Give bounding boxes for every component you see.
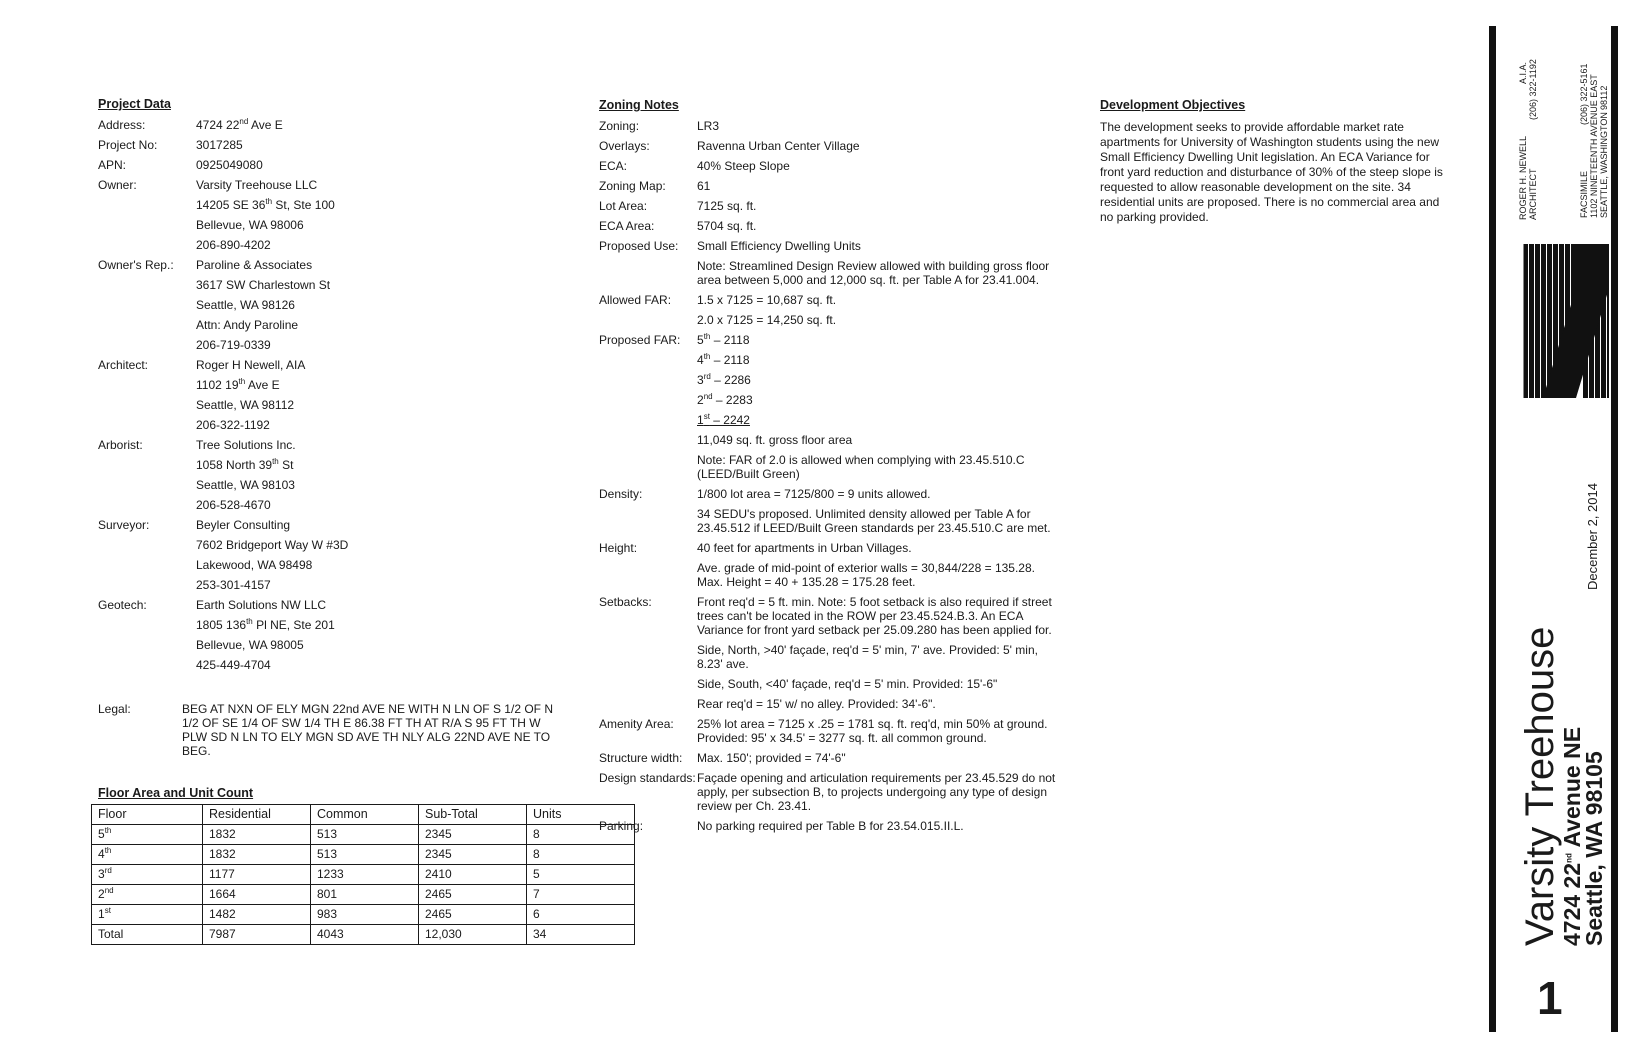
- table-cell: 513: [311, 825, 419, 845]
- project-data-value: 3017285: [196, 138, 243, 152]
- table-row: [92, 925, 635, 945]
- zoning-note-label: Proposed FAR:: [599, 333, 681, 347]
- title-block-border-left: [1489, 26, 1496, 1032]
- zoning-note-row: [599, 751, 1059, 765]
- sheet-number: 1: [1537, 972, 1563, 1024]
- project-data-row: [98, 438, 428, 512]
- table-cell: 801: [311, 885, 419, 905]
- floor-area-title: Floor Area and Unit Count: [98, 786, 254, 800]
- zoning-note-value: 5704 sq. ft.: [697, 219, 757, 233]
- table-cell: 4043: [311, 925, 419, 945]
- table-cell: Common: [311, 805, 419, 825]
- project-data-value: Tree Solutions Inc.: [196, 438, 296, 452]
- table-cell: Total: [92, 925, 203, 945]
- table-row: [92, 845, 635, 865]
- project-city: Seattle, WA 98105: [1581, 751, 1607, 946]
- table-row: [92, 865, 635, 885]
- legal-text: BEG AT NXN OF ELY MGN 22nd AVE NE WITH N LN OF S 1/2 OF N 1/2 OF SE 1/4 OF SW 1/4 TH E 86.38 FT TH AT R/A S 95 FT TH W PLW SD N LN TO ELY MGN SD AVE TH NLY ALG 22ND AVE NE TO BEG.: [182, 702, 553, 758]
- project-data-value: Beyler Consulting: [196, 518, 291, 532]
- zoning-note-label: ECA:: [599, 159, 628, 173]
- zoning-note-value: 25% lot area = 7125 x .25 = 1781 sq. ft. req'd, min 50% at ground. Provided: 95' x 34.5' = 3277 sq. ft. all common ground.: [697, 717, 1048, 745]
- office-city: SEATTLE, WASHINGTON: [1599, 112, 1609, 218]
- table-cell: 4th: [92, 845, 203, 865]
- facsimile-label: FACSIMILE: [1579, 170, 1589, 218]
- table-cell: 8: [527, 825, 635, 845]
- table-cell: 513: [311, 845, 419, 865]
- zoning-note-value: LR3: [697, 119, 720, 133]
- table-cell: 3rd: [92, 865, 203, 885]
- project-data-value: Seattle, WA 98126: [196, 298, 295, 312]
- zoning-note-value: 1/800 lot area = 7125/800 = 9 units allowed.: [697, 487, 931, 501]
- zoning-note-value: 40 feet for apartments in Urban Villages.: [697, 541, 912, 555]
- zoning-note-row: [599, 199, 1059, 213]
- project-data-label: Owner:: [98, 178, 137, 192]
- zoning-note-value: 5th – 2118: [697, 332, 750, 347]
- zoning-note-label: Height:: [599, 541, 638, 555]
- objectives-title: Development Objectives: [1100, 98, 1246, 112]
- table-cell: 2465: [419, 905, 527, 925]
- zoning-note-value: 3rd – 2286: [697, 372, 751, 387]
- zoning-note-label: Design standards:: [599, 771, 696, 785]
- zoning-note-label: Allowed FAR:: [599, 293, 672, 307]
- zoning-note-value: 7125 sq. ft.: [697, 199, 757, 213]
- project-address: 4724 22nd Avenue NE: [1559, 726, 1585, 946]
- project-data-label: Project No:: [98, 138, 158, 152]
- table-cell: 7987: [203, 925, 311, 945]
- table-row: [92, 885, 635, 905]
- zoning-note-value: Max. 150'; provided = 74'-6": [697, 751, 846, 765]
- zoning-notes-title: Zoning Notes: [599, 98, 679, 112]
- project-name: Varsity Treehouse: [1518, 626, 1562, 946]
- zoning-note-value: 1st – 2242: [697, 412, 750, 427]
- table-cell: 2410: [419, 865, 527, 885]
- zoning-note-value: Ave. grade of mid-point of exterior walls = 30,844/228 = 135.28. Max. Height = 40 + 135.28 = 175.28 feet.: [697, 561, 1035, 589]
- office-zip: 98112: [1599, 85, 1609, 110]
- project-data-value: 0925049080: [196, 158, 263, 172]
- zoning-note-value: Note: FAR of 2.0 is allowed when complying with 23.45.510.C (LEED/Built Green): [697, 453, 1025, 481]
- zoning-note-value: No parking required per Table B for 23.54.015.II.L.: [697, 819, 964, 833]
- table-cell: 1832: [203, 845, 311, 865]
- office-street: 1102 NINETEENTH AVENUE EAST: [1589, 74, 1599, 218]
- zoning-note-value: Rear req'd = 15' w/ no alley. Provided: 34'-6".: [697, 697, 936, 711]
- project-data-row: [98, 138, 428, 152]
- project-data-row: [98, 158, 428, 172]
- project-data-value: Seattle, WA 98112: [196, 398, 295, 412]
- table-cell: Residential: [203, 805, 311, 825]
- project-data-row: [98, 358, 428, 432]
- zoning-note-value: 2nd – 2283: [697, 392, 753, 407]
- project-data-title: Project Data: [98, 97, 171, 111]
- drawing-date: December 2, 2014: [1585, 483, 1600, 590]
- project-data-row: [98, 178, 428, 252]
- zoning-note-label: Zoning Map:: [599, 179, 666, 193]
- zoning-note-row: [599, 179, 1059, 193]
- project-data-value: Bellevue, WA 98006: [196, 218, 304, 232]
- table-cell: 8: [527, 845, 635, 865]
- table-cell: 6: [527, 905, 635, 925]
- project-data-value: Varsity Treehouse LLC: [196, 178, 318, 192]
- project-data-value: Lakewood, WA 98498: [196, 558, 313, 572]
- project-data-row: [98, 258, 428, 352]
- project-data-value: 425-449-4704: [196, 658, 271, 672]
- zoning-note-row: [599, 595, 1059, 711]
- zoning-note-value: 11,049 sq. ft. gross floor area: [697, 433, 853, 447]
- project-data-value: 206-890-4202: [196, 238, 271, 252]
- zoning-note-row: [599, 219, 1059, 233]
- zoning-note-label: Overlays:: [599, 139, 650, 153]
- zoning-note-row: [599, 139, 1059, 153]
- table-header-row: [92, 805, 635, 825]
- zoning-note-label: Setbacks:: [599, 595, 652, 609]
- project-data-value: 206-528-4670: [196, 498, 271, 512]
- zoning-note-row: [599, 333, 1059, 481]
- zoning-note-row: [599, 159, 1059, 173]
- project-data-label: Architect:: [98, 358, 149, 372]
- project-data-value: Roger H Newell, AIA: [196, 358, 306, 372]
- project-data-value: 206-719-0339: [196, 338, 271, 352]
- project-data-value: Earth Solutions NW LLC: [196, 598, 327, 612]
- zoning-note-value: 40% Steep Slope: [697, 159, 790, 173]
- zoning-note-label: Density:: [599, 487, 643, 501]
- zoning-note-value: Small Efficiency Dwelling Units: [697, 239, 861, 253]
- project-data-label: Address:: [98, 118, 146, 132]
- zoning-note-label: Parking:: [599, 819, 644, 833]
- zoning-note-value: 2.0 x 7125 = 14,250 sq. ft.: [697, 313, 837, 327]
- table-cell: Sub-Total: [419, 805, 527, 825]
- zoning-note-label: Lot Area:: [599, 199, 648, 213]
- zoning-note-value: 1.5 x 7125 = 10,687 sq. ft.: [697, 293, 837, 307]
- table-cell: 1482: [203, 905, 311, 925]
- table-cell: 1832: [203, 825, 311, 845]
- table-cell: 2345: [419, 825, 527, 845]
- zoning-note-label: Zoning:: [599, 119, 640, 133]
- zoning-note-row: [599, 119, 1059, 133]
- project-data-value: Seattle, WA 98103: [196, 478, 295, 492]
- facsimile-number: (206) 322-5161: [1579, 63, 1589, 125]
- zoning-note-value: Front req'd = 5 ft. min. Note: 5 foot setback is also required if street trees can't be located in the ROW per 23.45.524.B.3. An ECA Variance for front yard setback per 25.09.280 has been applied for.: [697, 595, 1052, 637]
- zoning-note-row: [599, 717, 1059, 745]
- project-data-row: [98, 598, 428, 672]
- zoning-notes-list: [599, 119, 1059, 839]
- objectives-text: The development seeks to provide affordable market rate apartments for University of Washington students using the new Small Efficiency Dwelling Unit legislation. An ECA Variance for front yard reduction and disturbance of 30% of the steep slope is requested to allow reasonable development on the site. 34 residential units are proposed. There is no commercial area and no parking provided.: [1100, 120, 1443, 224]
- zoning-note-label: ECA Area:: [599, 219, 655, 233]
- table-cell: Floor: [92, 805, 203, 825]
- project-data-label: Geotech:: [98, 598, 147, 612]
- zoning-note-value: Ravenna Urban Center Village: [697, 139, 860, 153]
- project-data-value: 1102 19th Ave E: [196, 377, 280, 392]
- zoning-note-label: Amenity Area:: [599, 717, 674, 731]
- table-row: [92, 905, 635, 925]
- zoning-note-value: Side, South, <40' façade, req'd = 5' min. Provided: 15'-6": [697, 677, 998, 691]
- zoning-note-row: [599, 771, 1059, 813]
- project-data-row: [98, 518, 428, 592]
- project-data-value: Bellevue, WA 98005: [196, 638, 304, 652]
- table-cell: 2345: [419, 845, 527, 865]
- project-data-value: 1805 136th Pl NE, Ste 201: [196, 617, 335, 632]
- zoning-note-value: Façade opening and articulation requirements per 23.45.529 do not apply, per subsection B, to projects undergoing any type of design review per Ch. 23.41.: [697, 771, 1056, 813]
- table-cell: 7: [527, 885, 635, 905]
- legal-label: Legal:: [98, 702, 131, 716]
- project-data-value: 1058 North 39th St: [196, 457, 294, 472]
- zoning-note-value: Side, North, >40' façade, req'd = 5' min, 7' ave. Provided: 5' min, 8.23' ave.: [697, 643, 1038, 671]
- zoning-note-value: 61: [697, 179, 711, 193]
- project-data-value: Attn: Andy Paroline: [196, 318, 299, 332]
- table-cell: 1664: [203, 885, 311, 905]
- table-cell: 1st: [92, 905, 203, 925]
- project-data-value: Paroline & Associates: [196, 258, 313, 272]
- zoning-note-row: [599, 487, 1059, 535]
- architect-title: ARCHITECT: [1528, 168, 1538, 220]
- table-cell: 983: [311, 905, 419, 925]
- project-data-value: 206-322-1192: [196, 418, 270, 432]
- legal-block: [98, 702, 558, 764]
- table-cell: 12,030: [419, 925, 527, 945]
- architect-name: ROGER H. NEWELL: [1518, 135, 1528, 220]
- table-cell: 5: [527, 865, 635, 885]
- table-cell: 5th: [92, 825, 203, 845]
- project-data-value: 3617 SW Charlestown St: [196, 278, 331, 292]
- title-block-border-right: [1611, 26, 1618, 1032]
- table-cell: 2465: [419, 885, 527, 905]
- project-data-value: 4724 22nd Ave E: [196, 117, 283, 132]
- zoning-note-row: [599, 239, 1059, 287]
- floor-area-table: [91, 804, 635, 945]
- zoning-note-label: Structure width:: [599, 751, 683, 765]
- table-cell: 1233: [311, 865, 419, 885]
- project-data-label: APN:: [98, 158, 127, 172]
- zoning-note-label: Proposed Use:: [599, 239, 679, 253]
- table-cell: Units: [527, 805, 635, 825]
- table-row: [92, 825, 635, 845]
- project-data-list: [98, 118, 428, 678]
- project-data-label: Owner's Rep.:: [98, 258, 174, 272]
- zoning-note-value: Note: Streamlined Design Review allowed with building gross floor area between 5,000 and 12,000 sq. ft. per Table A for 23.41.004.: [697, 259, 1050, 287]
- project-data-value: 253-301-4157: [196, 578, 271, 592]
- project-data-label: Arborist:: [98, 438, 143, 452]
- project-data-value: 7602 Bridgeport Way W #3D: [196, 538, 349, 552]
- zoning-note-row: [599, 541, 1059, 589]
- project-data-row: [98, 118, 428, 132]
- table-cell: 34: [527, 925, 635, 945]
- architect-aia: A.I.A.: [1518, 61, 1528, 84]
- zoning-note-row: [599, 819, 1059, 833]
- table-cell: 2nd: [92, 885, 203, 905]
- zoning-note-row: [599, 293, 1059, 327]
- project-data-label: Surveyor:: [98, 518, 150, 532]
- project-data-value: 14205 SE 36th St, Ste 100: [196, 197, 335, 212]
- zoning-note-value: 4th – 2118: [697, 352, 750, 367]
- table-cell: 1177: [203, 865, 311, 885]
- architect-phone: (206) 322-1192: [1528, 59, 1538, 120]
- zoning-note-value: 34 SEDU's proposed. Unlimited density allowed per Table A for 23.45.512 if LEED/Built Green standards per 23.45.510.C are met.: [697, 507, 1051, 535]
